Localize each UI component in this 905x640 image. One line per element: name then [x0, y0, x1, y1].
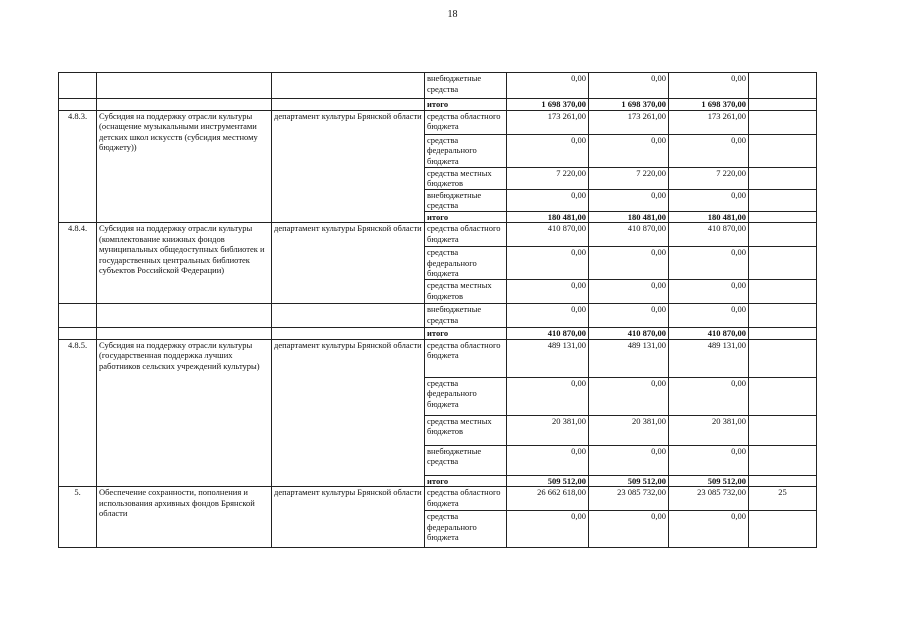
amount-year1-cell: 1 698 370,00	[507, 99, 589, 111]
amount-year2-cell: 180 481,00	[589, 211, 669, 223]
amount-year1-cell: 26 662 618,00	[507, 487, 589, 511]
funding-source-cell: средства федерального бюджета	[425, 377, 507, 415]
funding-source-cell: итого	[425, 211, 507, 223]
amount-year2-cell: 0,00	[589, 247, 669, 280]
amount-year1-cell: 7 220,00	[507, 167, 589, 189]
amount-year1-cell: 0,00	[507, 377, 589, 415]
executor-cell	[272, 328, 425, 340]
item-number-cell: 4.8.5.	[59, 339, 97, 487]
amount-year1-cell: 0,00	[507, 73, 589, 99]
indicator-cell	[749, 247, 817, 280]
amount-year3-cell: 0,00	[669, 304, 749, 328]
funding-source-cell: средства областного бюджета	[425, 339, 507, 377]
amount-year2-cell: 1 698 370,00	[589, 99, 669, 111]
amount-year2-cell: 0,00	[589, 280, 669, 304]
amount-year2-cell: 489 131,00	[589, 339, 669, 377]
item-name-cell	[97, 99, 272, 111]
amount-year1-cell: 0,00	[507, 134, 589, 167]
funding-source-cell: средства федерального бюджета	[425, 134, 507, 167]
amount-year1-cell: 489 131,00	[507, 339, 589, 377]
funding-source-cell: средства местных бюджетов	[425, 167, 507, 189]
page-number: 18	[447, 9, 458, 20]
amount-year3-cell: 489 131,00	[669, 339, 749, 377]
amount-year2-cell: 0,00	[589, 134, 669, 167]
table-row	[59, 339, 817, 377]
indicator-cell	[749, 134, 817, 167]
amount-year2-cell: 7 220,00	[589, 167, 669, 189]
funding-source-cell: средства федерального бюджета	[425, 247, 507, 280]
amount-year3-cell: 20 381,00	[669, 415, 749, 445]
funding-source-cell: внебюджетные средства	[425, 73, 507, 99]
item-number-cell	[59, 328, 97, 340]
amount-year2-cell: 20 381,00	[589, 415, 669, 445]
indicator-cell	[749, 511, 817, 548]
amount-year2-cell: 0,00	[589, 73, 669, 99]
item-number-cell: 4.8.3.	[59, 110, 97, 223]
item-number-cell: 4.8.4.	[59, 223, 97, 304]
executor-cell: департамент культуры Брянской области	[272, 110, 425, 223]
table-row	[59, 110, 817, 134]
indicator-cell	[749, 211, 817, 223]
funding-source-cell: средства федерального бюджета	[425, 511, 507, 548]
indicator-cell	[749, 304, 817, 328]
funding-source-cell: итого	[425, 328, 507, 340]
amount-year2-cell: 0,00	[589, 304, 669, 328]
table-row	[59, 223, 817, 247]
table-total-row	[59, 99, 817, 111]
funding-source-cell: внебюджетные средства	[425, 304, 507, 328]
amount-year2-cell: 23 085 732,00	[589, 487, 669, 511]
amount-year3-cell: 509 512,00	[669, 475, 749, 487]
funding-source-cell: средства областного бюджета	[425, 487, 507, 511]
indicator-cell	[749, 280, 817, 304]
amount-year1-cell: 410 870,00	[507, 328, 589, 340]
indicator-cell	[749, 415, 817, 445]
indicator-cell	[749, 377, 817, 415]
funding-source-cell: средства областного бюджета	[425, 110, 507, 134]
executor-cell	[272, 304, 425, 328]
amount-year3-cell: 180 481,00	[669, 211, 749, 223]
amount-year1-cell: 0,00	[507, 247, 589, 280]
item-name-cell: Субсидия на поддержку отрасли культуры (оснащение музыкальными инструментами детских школ искусств (субсидия местному бюджету))	[97, 110, 272, 223]
amount-year1-cell: 20 381,00	[507, 415, 589, 445]
funding-source-cell: внебюджетные средства	[425, 189, 507, 211]
item-name-cell	[97, 304, 272, 328]
funding-source-cell: итого	[425, 475, 507, 487]
funding-source-cell: внебюджетные средства	[425, 445, 507, 475]
amount-year3-cell: 0,00	[669, 511, 749, 548]
amount-year1-cell: 0,00	[507, 304, 589, 328]
amount-year1-cell: 410 870,00	[507, 223, 589, 247]
funding-source-cell: средства местных бюджетов	[425, 280, 507, 304]
indicator-cell	[749, 99, 817, 111]
amount-year3-cell: 0,00	[669, 73, 749, 99]
executor-cell: департамент культуры Брянской области	[272, 339, 425, 487]
item-name-cell	[97, 73, 272, 99]
executor-cell	[272, 73, 425, 99]
indicator-cell	[749, 73, 817, 99]
item-number-cell	[59, 99, 97, 111]
amount-year3-cell: 0,00	[669, 377, 749, 415]
amount-year1-cell: 0,00	[507, 280, 589, 304]
amount-year1-cell: 0,00	[507, 189, 589, 211]
indicator-cell	[749, 328, 817, 340]
amount-year3-cell: 7 220,00	[669, 167, 749, 189]
item-number-cell: 5.	[59, 487, 97, 548]
amount-year2-cell: 0,00	[589, 189, 669, 211]
amount-year2-cell: 410 870,00	[589, 328, 669, 340]
budget-table	[58, 72, 817, 548]
amount-year3-cell: 410 870,00	[669, 328, 749, 340]
table-total-row	[59, 328, 817, 340]
amount-year3-cell: 0,00	[669, 189, 749, 211]
amount-year2-cell: 410 870,00	[589, 223, 669, 247]
indicator-cell	[749, 167, 817, 189]
amount-year2-cell: 173 261,00	[589, 110, 669, 134]
indicator-cell	[749, 223, 817, 247]
amount-year3-cell: 1 698 370,00	[669, 99, 749, 111]
indicator-cell: 25	[749, 487, 817, 511]
table-row	[59, 304, 817, 328]
amount-year3-cell: 0,00	[669, 247, 749, 280]
item-number-cell	[59, 304, 97, 328]
funding-source-cell: итого	[425, 99, 507, 111]
indicator-cell	[749, 189, 817, 211]
table-row	[59, 73, 817, 99]
executor-cell: департамент культуры Брянской области	[272, 223, 425, 304]
amount-year2-cell: 0,00	[589, 377, 669, 415]
indicator-cell	[749, 475, 817, 487]
indicator-cell	[749, 339, 817, 377]
executor-cell	[272, 99, 425, 111]
amount-year1-cell: 509 512,00	[507, 475, 589, 487]
funding-source-cell: средства местных бюджетов	[425, 415, 507, 445]
amount-year2-cell: 0,00	[589, 511, 669, 548]
amount-year1-cell: 0,00	[507, 445, 589, 475]
amount-year3-cell: 410 870,00	[669, 223, 749, 247]
amount-year3-cell: 0,00	[669, 445, 749, 475]
amount-year3-cell: 0,00	[669, 134, 749, 167]
executor-cell: департамент культуры Брянской области	[272, 487, 425, 548]
item-name-cell: Субсидия на поддержку отрасли культуры (комплектование книжных фондов муниципальных общедоступных библиотек и государственных центральных библиотек субъектов Российской Федерации)	[97, 223, 272, 304]
item-number-cell	[59, 73, 97, 99]
amount-year3-cell: 23 085 732,00	[669, 487, 749, 511]
amount-year1-cell: 180 481,00	[507, 211, 589, 223]
indicator-cell	[749, 110, 817, 134]
item-name-cell: Обеспечение сохранности, пополнения и использования архивных фондов Брянской области	[97, 487, 272, 548]
amount-year2-cell: 509 512,00	[589, 475, 669, 487]
amount-year2-cell: 0,00	[589, 445, 669, 475]
amount-year3-cell: 173 261,00	[669, 110, 749, 134]
amount-year1-cell: 0,00	[507, 511, 589, 548]
item-name-cell	[97, 328, 272, 340]
indicator-cell	[749, 445, 817, 475]
amount-year1-cell: 173 261,00	[507, 110, 589, 134]
amount-year3-cell: 0,00	[669, 280, 749, 304]
table-row	[59, 487, 817, 511]
item-name-cell: Субсидия на поддержку отрасли культуры (государственная поддержка лучших работников сельских учреждений культуры)	[97, 339, 272, 487]
funding-source-cell: средства областного бюджета	[425, 223, 507, 247]
